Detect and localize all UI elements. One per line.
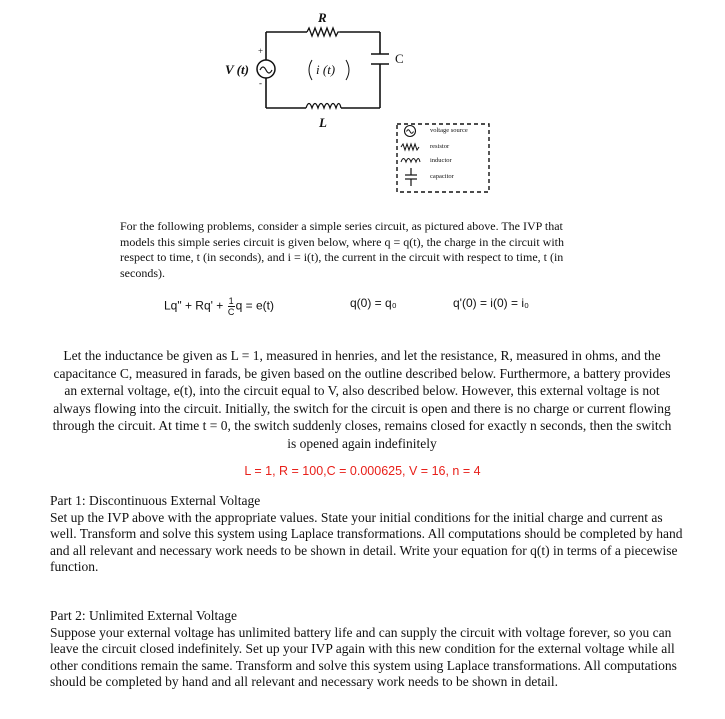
minus-sign: -: [259, 78, 262, 88]
ode-right: q = e(t): [235, 298, 274, 313]
part2-title: Part 2: Unlimited External Voltage: [50, 608, 237, 623]
legend-inductor-label: inductor: [430, 157, 452, 164]
resistor-label: R: [318, 10, 327, 25]
part1-section: [50, 493, 690, 576]
problem-description: Let the inductance be given as L = 1, measured in henries, and let the resistance, R, measured in ohms, and the capacitance C, measured in farads, be given based on the outline described below. Furthermore, a battery provides an external voltage, e(t), into the circuit equal to V, also described below. However, this external voltage is not always flowing into the circuit. Initially, the switch for the circuit is open and there is no charge or current flowing through the circuit. At time t = 0, the switch suddenly closes, remains closed for exactly n seconds, then the switch is opened again indefinitely: [52, 348, 672, 451]
legend-capacitor-icon: [405, 168, 417, 186]
legend-resistor-icon: [401, 144, 419, 150]
plus-sign: +: [258, 46, 264, 56]
part2-body: Suppose your external voltage has unlimited battery life and can supply the circuit with voltage forever, so you can leave the circuit closed indefinitely. Set up your IVP again with this new condition for the external voltage while all other conditions remain the same. Transform and solve this system using Laplace transformations. All computations should be completed by hand and all relevant and necessary work needs to be shown in detail.: [50, 624, 677, 689]
ode-fraction: [228, 296, 235, 317]
fraction-denominator: C: [227, 307, 235, 317]
current-label: i (t): [316, 62, 336, 77]
voltage-source-symbol: [257, 60, 275, 78]
circuit-diagram: [0, 0, 725, 200]
legend-voltage-source-label: voltage source: [430, 127, 468, 134]
initial-condition-current: q'(0) = i(0) = i₀: [453, 296, 529, 310]
resistor-symbol: [307, 28, 340, 36]
inductor-label: L: [319, 115, 327, 130]
ode-equation: [164, 296, 274, 317]
parameter-values: L = 1, R = 100,C = 0.000625, V = 16, n = 4: [244, 464, 481, 478]
capacitor-label: C: [395, 51, 404, 66]
initial-condition-charge: q(0) = q₀: [350, 296, 397, 310]
part1-body: Set up the IVP above with the appropriate values. State your initial conditions for the initial charge and current as well. Transform and solve this system using Laplace transformations. All computations should be completed by hand and all relevant and necessary work needs to be shown in detail. Write your equation for q(t) in terms of a piecewise function.: [50, 509, 683, 574]
capacitor-symbol: [371, 54, 389, 64]
part2-section: [50, 608, 678, 691]
fraction-numerator: 1: [228, 296, 234, 306]
legend-resistor-label: resistor: [430, 143, 450, 150]
legend-inductor-icon: [401, 159, 420, 163]
source-label: V (t): [225, 62, 249, 77]
ode-left: Lq" + Rq' +: [164, 298, 224, 313]
inductor-symbol: [306, 104, 341, 109]
intro-paragraph: For the following problems, consider a simple series circuit, as pictured above. The IVP that models this simple series circuit is given below, where q = q(t), the charge in the circuit with respect to time, t (in seconds), and i = i(t), the current in the circuit with respect to time, t (in seconds).: [120, 219, 564, 280]
legend-capacitor-label: capacitor: [430, 173, 454, 180]
part1-title: Part 1: Discontinuous External Voltage: [50, 493, 261, 508]
